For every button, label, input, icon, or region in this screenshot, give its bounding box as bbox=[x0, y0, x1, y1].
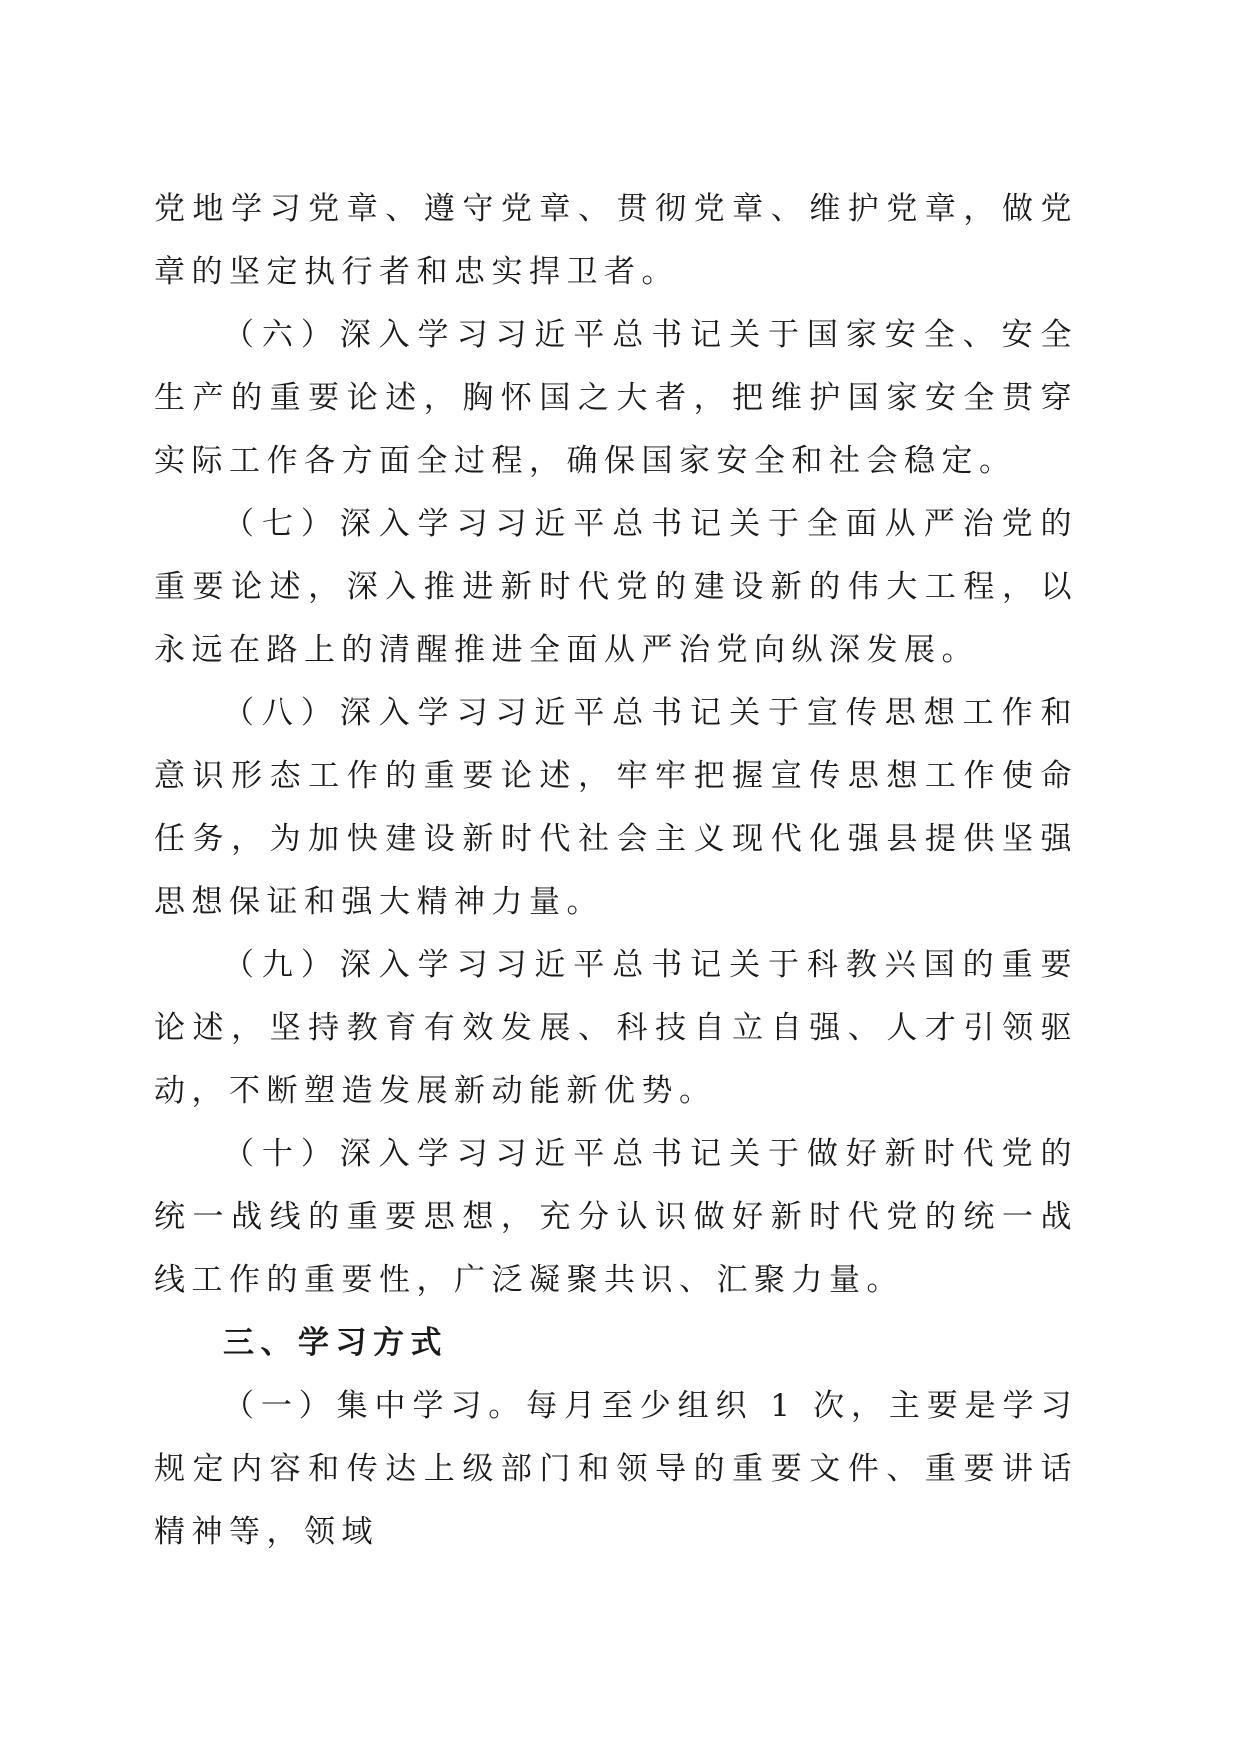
paragraph-item-7: （七）深入学习习近平总书记关于全面从严治党的重要论述，深入推进新时代党的建设新的伟大工程，以永远在路上的清醒推进全面从严治党向纵深发展。 bbox=[154, 506, 1078, 668]
paragraph-continuation: 党地学习党章、遵守党章、贯彻党章、维护党章，做党章的坚定执行者和忠实捍卫者。 bbox=[154, 191, 1078, 290]
paragraph-item-6: （六）深入学习习近平总书记关于国家安全、安全生产的重要论述，胸怀国之大者，把维护国家安全贯穿实际工作各方面全过程，确保国家安全和社会稳定。 bbox=[154, 317, 1078, 479]
section-heading: 三、学习方式 bbox=[223, 1325, 448, 1361]
document-body bbox=[154, 178, 1078, 1564]
paragraph-item-8: （八）深入学习习近平总书记关于宣传思想工作和意识形态工作的重要论述，牢牢把握宣传思想工作使命任务，为加快建设新时代社会主义现代化强县提供坚强思想保证和强大精神力量。 bbox=[154, 695, 1078, 920]
paragraph-item-9: （九）深入学习习近平总书记关于科教兴国的重要论述，坚持教育有效发展、科技自立自强、人才引领驱动，不断塑造发展新动能新优势。 bbox=[154, 947, 1078, 1109]
paragraph-study-method-1: （一）集中学习。每月至少组织 1 次，主要是学习规定内容和传达上级部门和领导的重要文件、重要讲话精神等，领域 bbox=[154, 1388, 1078, 1550]
paragraph-item-10: （十）深入学习习近平总书记关于做好新时代党的统一战线的重要思想，充分认识做好新时代党的统一战线工作的重要性，广泛凝聚共识、汇聚力量。 bbox=[154, 1136, 1078, 1298]
